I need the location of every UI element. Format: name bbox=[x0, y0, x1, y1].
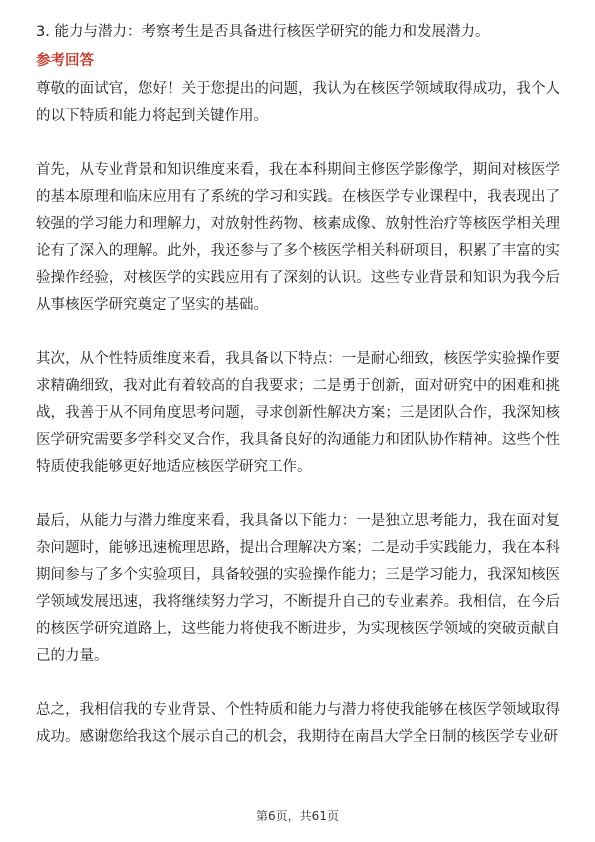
page-number: 第6页，共61页 bbox=[256, 809, 339, 823]
paragraph-background: 首先，从专业背景和知识维度来看，我在本科期间主修医学影像学，期间对核医学的基本原理和临床应用有了系统的学习和实践。在核医学专业课程中，我表现出了较强的学习能力和理解力，对放射性药物、核素成像、放射性治疗等核医学相关理论有了深入的理解。此外，我还参与了多个核医学相关科研项目，积累了丰富的实验操作经验，对核医学的实践应用有了深刻的认识。这些专业背景和知识为我今后从事核医学研究奠定了坚实的基础。 bbox=[36, 162, 560, 313]
document-body bbox=[36, 18, 560, 751]
question-heading: 3. 能力与潜力：考察考生是否具备进行核医学研究的能力和发展潜力。 bbox=[36, 24, 490, 40]
answer-title: 参考回答 bbox=[36, 53, 94, 69]
paragraph-personality: 其次，从个性特质维度来看，我具备以下特点：一是耐心细致，核医学实验操作要求精确细致，我对此有着较高的自我要求；二是勇于创新，面对研究中的困难和挑战，我善于从不同角度思考问题，寻求创新性解决方案；三是团队合作，我深知核医学研究需要多学科交叉合作，我具备良好的沟通能力和团队协作精神。这些个性特质使我能够更好地适应核医学研究工作。 bbox=[36, 351, 560, 475]
paragraph-ability: 最后，从能力与潜力维度来看，我具备以下能力：一是独立思考能力，我在面对复杂问题时，能够迅速梳理思路，提出合理解决方案；二是动手实践能力，我在本科期间参与了多个实验项目，具备较强的实验操作能力；三是学习能力，我深知核医学领域发展迅速，我将继续努力学习，不断提升自己的专业素养。我相信，在今后的核医学研究道路上，这些能力将使我不断进步，为实现核医学领域的突破贡献自己的力量。 bbox=[36, 513, 560, 664]
paragraph-conclusion: 总之，我相信我的专业背景、个性特质和能力与潜力将使我能够在核医学领域取得成功。感谢您给我这个展示自己的机会，我期待在南昌大学全日制的核医学专业研 bbox=[36, 702, 560, 745]
paragraph-greeting: 尊敬的面试官，您好！关于您提出的问题，我认为在核医学领域取得成功，我个人的以下特质和能力将起到关键作用。 bbox=[36, 81, 560, 124]
